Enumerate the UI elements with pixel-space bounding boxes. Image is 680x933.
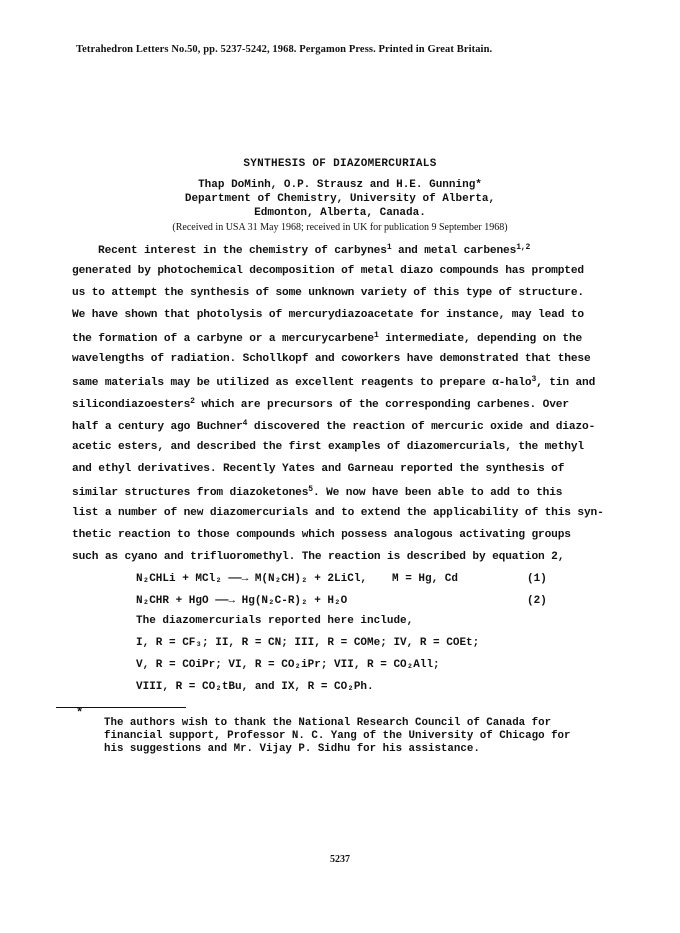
affiliation-department: Department of Chemistry, University of Alberta, [184,193,496,205]
equation-1-number: (1) [527,573,547,585]
body-text: and metal carbenes [391,245,517,257]
body-line-11: and ethyl derivatives. Recently Yates and Garneau reported the synthesis of [72,463,565,475]
body-line-15: such as cyano and trifluoromethyl. The reaction is described by equation 2, [72,551,565,563]
compound-list-intro: The diazomercurials reported here include, [136,615,414,627]
body-line-12 [72,485,632,499]
compound-list-line-3: VIII, R = CO₂tBu, and IX, R = CO₂Ph. [136,681,374,693]
compound-list-line-1: I, R = CF₃; II, R = CN; III, R = COMe; IV, R = COEt; [136,637,480,649]
equation-1-condition: M = Hg, Cd [392,573,459,585]
body-text: which are precursors of the corresponding carbenes. Over [194,399,569,411]
body-line-13: list a number of new diazomercurials and to extend the applicability of this syn- [72,507,604,519]
equation-2: N₂CHR + HgO ——→ Hg(N₂C-R)₂ + H₂O [136,595,348,607]
body-text: half a century ago Buchner [72,421,243,433]
page-number: 5237 [330,854,350,865]
citation-superscript: 1 [386,243,392,252]
citation-superscript: 4 [242,419,248,428]
body-text: Recent interest in the chemistry of carbynes [98,245,387,257]
body-text: the formation of a carbyne or a mercurycarbene [72,333,374,345]
body-line-2: generated by photochemical decomposition of metal diazo compounds has prompted [72,265,584,277]
body-text: similar structures from diazoketones [72,487,309,499]
body-text: intermediate, depending on the [378,333,583,345]
journal-header: Tetrahedron Letters No.50, pp. 5237-5242, 1968. Pergamon Press. Printed in Great Britain. [76,44,493,55]
article-title: SYNTHESIS OF DIAZOMERCURIALS [243,158,437,170]
footnote-mark: * [76,706,84,720]
compound-list-line-2: V, R = COiPr; VI, R = CO₂iPr; VII, R = CO₂All; [136,659,440,671]
body-text: same materials may be utilized as excellent reagents to prepare α-halo [72,377,532,389]
footnote-line-3: his suggestions and Mr. Vijay P. Sidhu for his assistance. [104,743,480,755]
body-line-3: us to attempt the synthesis of some unknown variety of this type of structure. [72,287,584,299]
body-line-14: thetic reaction to those compounds which possess analogous activating groups [72,529,571,541]
body-line-4: We have shown that photolysis of mercurydiazoacetate for instance, may lead to [72,309,584,321]
citation-superscript: 1,2 [516,243,531,252]
body-line-6: wavelengths of radiation. Schollkopf and coworkers have demonstrated that these [72,353,591,365]
equation-1: N₂CHLi + MCl₂ ——→ M(N₂CH)₂ + 2LiCl, [136,573,368,585]
citation-superscript: 3 [531,375,537,384]
body-line-9 [72,419,632,433]
body-text: , tin and [536,377,596,389]
body-line-5 [72,331,632,345]
body-text: discovered the reaction of mercuric oxide and diazo- [247,421,596,433]
citation-superscript: 2 [190,397,195,406]
body-line-1 [98,243,658,257]
affiliation-city: Edmonton, Alberta, Canada. [254,207,426,219]
received-dates: (Received in USA 31 May 1968; received in UK for publication 9 September 1968) [172,222,508,233]
citation-superscript: 5 [308,485,313,494]
author-list: Thap DoMinh, O.P. Strausz and H.E. Gunning* [198,179,482,191]
body-line-7 [72,375,632,389]
body-text: . We now have been able to add to this [312,487,563,499]
footnote-line-2: financial support, Professor N. C. Yang of the University of Chicago for [104,730,571,742]
body-line-8 [72,397,632,411]
body-text: silicondiazoesters [72,399,191,411]
body-line-10: acetic esters, and described the first examples of diazomercurials, the methyl [72,441,584,453]
equation-2-number: (2) [527,595,547,607]
footnote-line-1: The authors wish to thank the National Research Council of Canada for [104,717,552,729]
citation-superscript: 1 [373,331,379,340]
